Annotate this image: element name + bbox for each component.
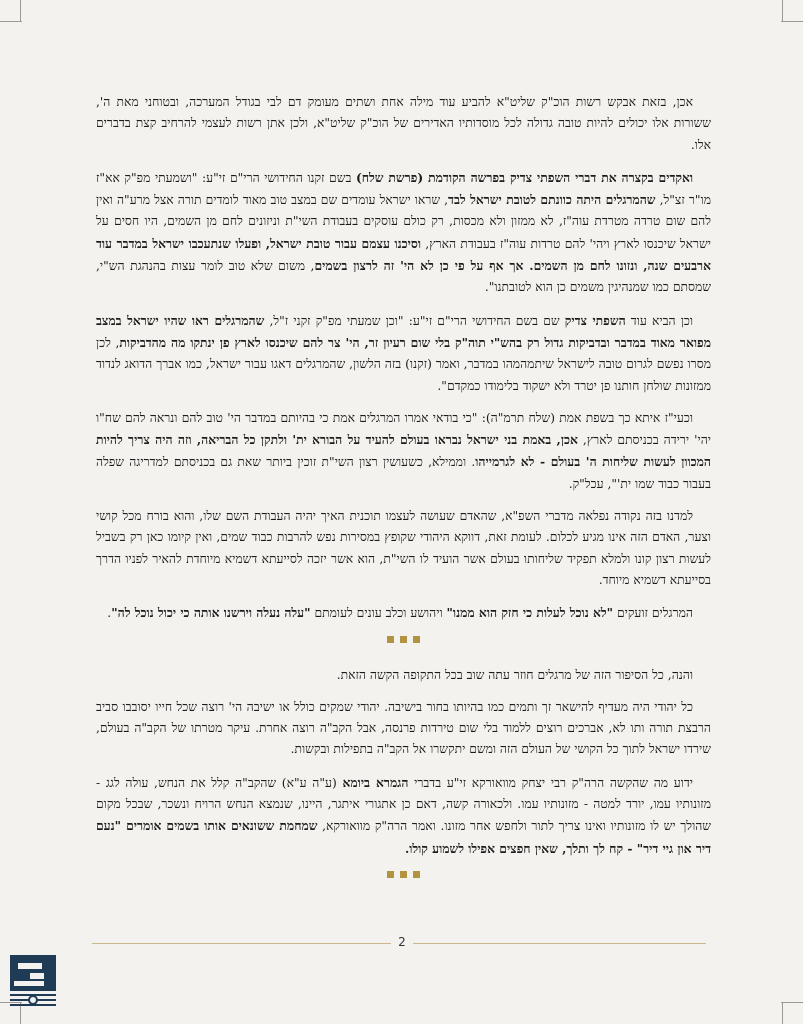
bold-text-run: "עלה נעלה וירשנו אותה כי יכול נוכל לה" xyxy=(111,605,311,621)
text-run: . xyxy=(107,606,112,621)
text-run: , משום שלא טוב לומר עצות בהנהגת הש"י, שמסתם כמו שמנהיגין משמים כן הוא לטובתנו". xyxy=(96,259,711,295)
text-run: שם בשם החידושי הרי"ם זי"ע: "וכן שמעתי מפ"ק זקני ז"ל, xyxy=(264,313,565,328)
bold-text-run: וסיכנו עצמם עבור טובת ישראל, ופעלו שנתעכבו ישראל במדבר עוד ארבעים שנה, ונזונו לחם מן השמים. אך אף על פי כן לא הי' זה לרצון בשמים xyxy=(96,235,711,274)
text-run: , שראו ישראל עומדים שם במצב טוב מאוד לומדים תורה אצל מרע"ה ואין להם שום טרדה מטרדת עוה"ז, לא ממזון ולא מכסות, רק כולם עוסקים בעבודת השי"ת וניזונים לחם מן השמים, היו חסים על ישראל שיכנסו לארץ ויהי' להם טרדות עוה"ז בעבודת הארץ, xyxy=(96,193,711,251)
bold-text-run: שהמרגלים היתה כוונתם לטובת ישראל לבד xyxy=(448,192,656,208)
ornament-square-icon xyxy=(387,871,394,878)
paragraph xyxy=(96,506,711,591)
page-number: 2 xyxy=(391,931,413,953)
paragraph xyxy=(96,665,711,686)
crop-mark xyxy=(782,0,783,22)
text-run: המרגלים זועקים xyxy=(613,606,693,621)
crop-mark xyxy=(781,1002,803,1003)
ornament-square-icon xyxy=(400,636,407,643)
ornament-square-icon xyxy=(413,871,420,878)
crop-mark xyxy=(0,21,22,22)
paragraph xyxy=(96,697,711,761)
paragraph xyxy=(96,408,711,495)
paragraph xyxy=(96,772,711,860)
text-run: וכן הביא עוד xyxy=(625,313,693,328)
ornament-square-icon xyxy=(413,636,420,643)
bold-text-run: השפתי צדיק xyxy=(564,312,626,328)
ornament-square-icon xyxy=(387,636,394,643)
bold-text-run: הגמרא ביומא xyxy=(342,774,409,790)
bold-text-run: אכן, באמת בני ישראל נבראו בעולם להעיד על הבורא ית' ולתקן כל הבריאה, וזה היה צריך להיות המכוון לעשות שליחות ה' בעולם - לא לגרמייהו xyxy=(96,432,711,470)
crop-mark xyxy=(20,0,21,22)
text-run: כל יהודי היה מעדיף להישאר זך ותמים כמו בהיותו בחור בישיבה. יהודי שמקים כולל או ישיבה הי' רוצה שכל חייו יסובבו סביב הרבצת תורה ותו לא, אברכים רוצים ללמוד בלי שום טירדות פרנסה, אבל הקב"ה רוצה אחרת. עיקר מטרתו של הקב"ה בעולם, שירדו ישראל לתוך כל הקושי של העולם הזה ומשם יתקשרו אל הקב"ה בתפילות ובקשות. xyxy=(96,699,711,757)
text-run: ויהושע וכלב עונים לעומתם xyxy=(310,606,447,621)
text-run: , לכן מסרו נפשם לגרום טובה לישראל שיתמהמהו במדבר, ואמר (זקנו) בזה הלשון, שהמרגלים דאגו עבור ישראל, כמו אברך הדואג לנדוד ממזונות שולחן חותנו פן יטרד ולא ישקוד בלימודו כמקדם". xyxy=(96,335,711,393)
bold-text-run: ואקדים בקצרה את דברי השפתי צדיק בפרשה הקודמת (פרשת שלח) xyxy=(355,169,693,185)
publisher-logo-icon xyxy=(10,955,56,1011)
text-run: וכעי"ז איתא כך בשפת אמת (שלח תרמ"ה): "כי בודאי אמרו המרגלים אמת כי בהיותם במדבר הי' טוב להם ונראה להם שח"ו יהי' ירידה בכניסתם לארץ, xyxy=(96,410,711,448)
text-run: ידוע מה שהקשה הרה"ק רבי יצחק מוואורקא זי"ע בדברי xyxy=(408,775,693,790)
bold-text-run: שמחמת ששונאים אותו בשמים אומרים "נעם דיר און גיי דיר" - קח לך ותלך, שאין חפצים אפילו לשמוע קולו. xyxy=(96,818,711,856)
article-body xyxy=(96,92,711,900)
section-divider-ornament-icon xyxy=(96,636,711,643)
paragraph xyxy=(96,92,711,156)
bold-text-run: "לא נוכל לעלות כי חזק הוא ממנו" xyxy=(446,605,614,621)
bold-text-run: שהמרגלים ראו שהיו ישראל במצב מפואר מאוד במדבר ובדביקות גדול רק בהש"י תוה"ק בלי שום רעיון זר, הי' צר להם שיכנסו לארץ פן ינתקו מה מהדביקות xyxy=(96,312,711,350)
crop-mark xyxy=(781,21,803,22)
text-run: (ע"ה ע"א) שהקב"ה קלל את הנחש, עולה לגג - מזונותיו עמו, יורד למטה - מזונותיו עמו. ולכאורה קשה, דאם כן אתגורי איתגר, היינו, שנמצא הנחש הרויח ונשכר, שבכל מקום שהולך יש לו מזונותיו ואינו צריך לתור ולחפש אחר מזונו. ואמר הרה"ק מוואורקא, xyxy=(96,775,711,834)
paragraph xyxy=(96,602,711,624)
text-run: והנה, כל הסיפור הזה של מרגלים חוזר עתה שוב בכל התקופה הקשה הזאת. xyxy=(336,667,693,682)
ornament-square-icon xyxy=(400,871,407,878)
paragraph xyxy=(96,167,711,299)
text-run: בשם זקנו החידושי הרי"ם זי"ע: "ושמעתי מפ"ק אא"ז מו"ר זצ"ל, xyxy=(96,170,712,208)
crop-mark xyxy=(782,1002,783,1024)
text-run: אכן, בזאת אבקש רשות הוכ"ק שליט"א להביע עוד מילה אחת ושתים מעומק דם לבי בגודל המערכה, ובטוחני מאת ה', ששורות אלו יכולים להיות טובה גדולה לכל מוסדותיו האדירים של הוכ"ק שליט"א, ולכן אתן רשות לעצמי להרחיב קצת בדברים אלו. xyxy=(96,95,711,152)
paragraph xyxy=(96,310,711,397)
text-run: . וממילא, כשעושין רצון השי"ת זוכין ביותר שאת גם בכניסתם למדריגה שפלה בעבור כבוד שמו ית'", עכל"ק. xyxy=(96,455,711,491)
text-run: למדנו בזה נקודה נפלאה מדברי השפ"א, שהאדם שעושה לעצמו תוכנית האיך יהיה העבודת השם שלו, והוא בורח מכל קושי וצער, האדם הזה אינו מגיע לכלום. לעומת זאת, דווקא היהודי שקופץ במסירות נפש להרבות כבוד שמים, ואין קיומו כאן רק בשביל לעשות רצון קונו ולמלא תפקיד שליחותו בעולם אשר הועיד לו השי"ת, הוא אשר יזכה לסייעתא דשמיא מיוחדת להאיר לפניו הדרך בסייעתא דשמיא מיוחד. xyxy=(96,509,711,587)
section-divider-ornament-icon xyxy=(96,871,711,878)
